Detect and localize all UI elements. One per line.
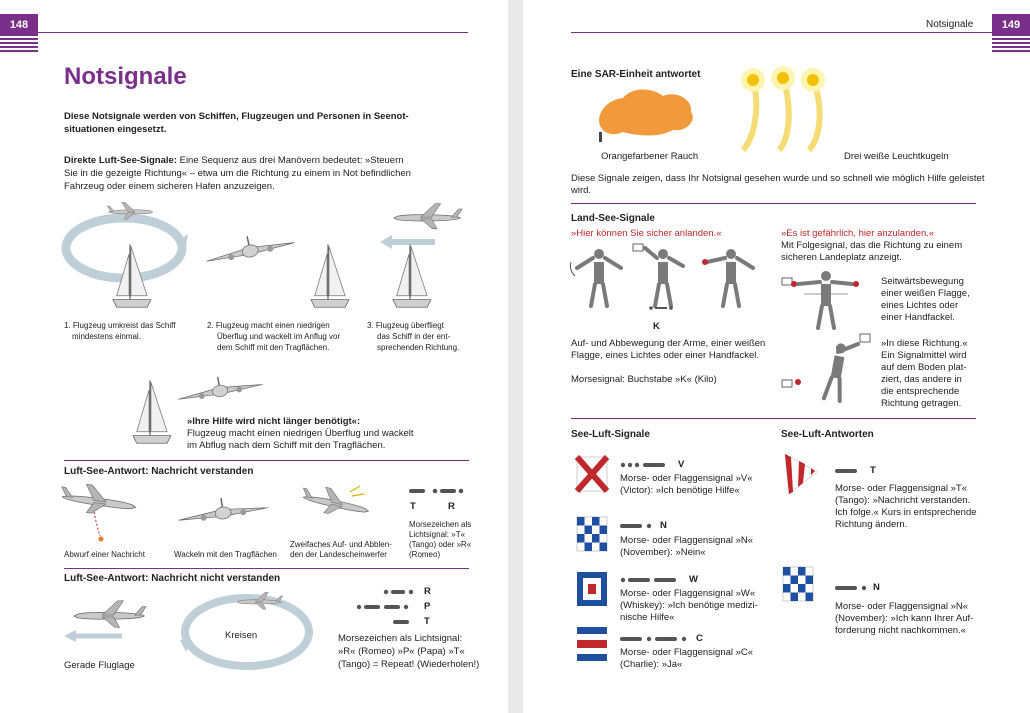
header-rule-right — [571, 32, 992, 33]
not-understood-morse-1: Morsezeichen als Lichtsignal: — [338, 633, 463, 644]
flag-whiskey — [575, 570, 611, 610]
direction-4: ziert, das andere in — [881, 374, 962, 385]
k-letter: K — [653, 321, 660, 332]
caption-circle: Kreisen — [225, 630, 258, 641]
sar-illustrations — [593, 60, 853, 150]
signal-n-text-2: (November): »Nein« — [620, 547, 706, 558]
signal-letter-w: W — [689, 574, 698, 585]
not-understood-morse-2: »R« (Romeo) »P« (Papa) »T« — [338, 646, 465, 657]
signal-letter-c: C — [696, 633, 703, 644]
not-understood-morse-3: (Tango) = Repeat! (Wiederholen!) — [338, 659, 480, 670]
signal-w-text-1: Morse- oder Flaggensignal »W« — [620, 588, 756, 599]
land-heading: Land-See-Signale — [571, 213, 655, 224]
direction-2: Ein Signalmittel wird — [881, 350, 967, 361]
answer-n-text-2: (November): »Ich kann Ihrer Auf- — [835, 613, 974, 624]
understood-morse-1: Morsezeichen als — [409, 520, 472, 529]
answer-t-text-3: Ich folge.« Kurs in entsprechende — [835, 507, 977, 518]
direction-1: »In diese Richtung.« — [881, 338, 968, 349]
sideways-2: einer weißen Flagge, — [881, 288, 970, 299]
caption-lights-2: den der Landescheinwerfer — [290, 550, 387, 559]
page-number-right: 149 — [992, 14, 1030, 36]
step-1-line-1: 1. Flugzeug umkreist das Schiff — [64, 321, 176, 330]
signal-n-text-1: Morse- oder Flaggensignal »N« — [620, 535, 754, 546]
signal-c-text-1: Morse- oder Flaggensignal »C« — [620, 647, 754, 658]
direction-3: auf dem Boden plat- — [881, 362, 967, 373]
understood-morse-4: (Romeo) — [409, 550, 441, 559]
understood-morse-2: Lichtsignal: »T« — [409, 530, 466, 539]
direct-signals-lead: Direkte Luft-See-Signale: — [64, 155, 177, 166]
direction-5: die entsprechende — [881, 386, 960, 397]
flag-tango-pennant — [781, 450, 821, 500]
step-2-line-1: 2. Flugzeug macht einen niedrigen — [207, 321, 330, 330]
direct-signals-text: Eine Sequenz aus drei Manövern bedeutet: »Steuern — [176, 155, 404, 166]
page-number: 148 — [0, 14, 38, 36]
sea-air-answers-heading: See-Luft-Antworten — [781, 429, 874, 440]
caption-drop: Abwurf einer Nachricht — [64, 550, 145, 559]
flag-november — [575, 515, 611, 555]
answer-t-text-2: (Tango): »Nachricht verstanden. — [835, 495, 971, 506]
sar-text-1: Diese Signale zeigen, dass Ihr Notsignal gesehen wurde und so schnell wie möglich Hilfe geleistet — [571, 173, 985, 184]
help-heading: »Ihre Hilfe wird nicht länger benötigt«: — [187, 416, 361, 427]
step-3-line-3: sprechenden Richtung. — [377, 343, 460, 352]
flag-victor — [575, 455, 611, 495]
sideways-1: Seitwärtsbewegung — [881, 276, 964, 287]
understood-morse-3: (Tango) oder »R« — [409, 540, 472, 549]
answer-n-text-3: forderung nicht nachkommen.« — [835, 625, 966, 636]
direct-signals-line-1 — [64, 155, 404, 168]
caption-straight: Gerade Fluglage — [64, 660, 135, 671]
sar-heading: Eine SAR-Einheit antwortet — [571, 69, 701, 80]
header-rule — [38, 32, 468, 33]
morse-letter-r2: R — [424, 586, 431, 597]
help-text-1: Flugzeug macht einen niedrigen Überflug und wackelt — [187, 428, 414, 439]
help-text-2: im Abflug nach dem Schiff mit den Tragflächen. — [187, 440, 386, 451]
land-safe-title: »Hier können Sie sicher anlanden.« — [571, 228, 722, 239]
sideways-4: einer Handfackel. — [881, 312, 955, 323]
morse-letter-p: P — [424, 601, 431, 612]
running-head: Notsignale — [926, 19, 974, 30]
direct-signals-line-2: Sie in die gezeigte Richtung« – etwa um die Richtung zu einem in Not befindlichen — [64, 168, 411, 179]
land-safe-text-2: Flagge, eines Lichtes oder einer Handfackel. — [571, 350, 760, 361]
step-2-line-3: dem Schiff mit den Tragflächen. — [217, 343, 330, 352]
signal-c-text-2: (Charlie): »Ja« — [620, 659, 683, 670]
morse-letter-t: T — [410, 501, 416, 512]
answer-t-text-4: Richtung ändern. — [835, 519, 908, 530]
land-safe-figures — [571, 244, 781, 324]
right-page — [523, 0, 1030, 713]
land-danger-title: »Es ist gefährlich, hier anzulanden.« — [781, 228, 935, 239]
answer-n-text-1: Morse- oder Flaggensignal »N« — [835, 601, 969, 612]
section-rule-right — [571, 203, 976, 204]
step-1-line-2: mindestens einmal. — [72, 332, 141, 341]
sideways-3: eines Lichtes oder — [881, 300, 959, 311]
signal-w-text-3: nische Hilfe« — [620, 612, 675, 623]
not-understood-heading: Luft-See-Antwort: Nachricht nicht verstanden — [64, 573, 281, 584]
flares — [741, 66, 825, 150]
signal-letter-v: V — [678, 459, 685, 470]
land-safe-text-1: Auf- und Abbewegung der Arme, einer weißen — [571, 338, 766, 349]
flag-charlie — [575, 625, 611, 665]
understood-heading: Luft-See-Antwort: Nachricht verstanden — [64, 466, 254, 477]
flag-november-answer — [781, 565, 817, 605]
answer-t-text-1: Morse- oder Flaggensignal »T« — [835, 483, 968, 494]
step-3-line-1: 3. Flugzeug überfliegt — [367, 321, 444, 330]
section-rule-right-2 — [571, 418, 976, 419]
signal-letter-n: N — [660, 520, 667, 531]
land-danger-text-2: sicheren Landeplatz anzeigt. — [781, 252, 902, 263]
page-stripes — [0, 38, 38, 52]
land-safe-morse: Morsesignal: Buchstabe »K« (Kilo) — [571, 374, 717, 385]
flares-caption: Drei weiße Leuchtkugeln — [844, 151, 949, 162]
signal-v-text-1: Morse- oder Flaggensignal »V« — [620, 473, 753, 484]
section-rule-2 — [64, 568, 469, 569]
section-rule — [64, 460, 469, 461]
intro-line-1: Diese Notsignale werden von Schiffen, Flugzeugen und Personen in Seenot- — [64, 111, 409, 122]
page-title: Notsignale — [64, 63, 187, 90]
page-stripes-right — [992, 38, 1030, 52]
left-page — [0, 0, 508, 713]
morse-letter-t2: T — [424, 616, 430, 627]
smoke-caption: Orangefarbener Rauch — [601, 151, 699, 162]
caption-lights-1: Zweifaches Auf- und Abblen- — [290, 540, 392, 549]
caption-wave: Wackeln mit den Tragflächen — [174, 550, 277, 559]
signal-v-text-2: (Victor): »Ich benötige Hilfe« — [620, 485, 740, 496]
sea-air-heading: See-Luft-Signale — [571, 429, 650, 440]
land-danger-figures — [778, 270, 878, 400]
direct-signals-line-3: Fahrzeug oder einem sicheren Hafen anzuzeigen. — [64, 181, 275, 192]
step-3-line-2: das Schiff in der ent- — [377, 332, 451, 341]
morse-letter-r: R — [448, 501, 455, 512]
answer-letter-t: T — [870, 465, 876, 476]
sar-text-2: wird. — [571, 185, 592, 196]
answer-letter-n: N — [873, 582, 880, 593]
manoeuvre-illustrations — [60, 200, 470, 320]
direction-6: Richtung getragen. — [881, 398, 962, 409]
land-danger-text-1: Mit Folgesignal, das die Richtung zu einem — [781, 240, 963, 251]
signal-w-text-2: (Whiskey): »Ich benötige medizi- — [620, 600, 758, 611]
intro-line-2: situationen eingesetzt. — [64, 124, 167, 135]
step-2-line-2: Überflug und wackelt im Anflug vor — [217, 332, 341, 341]
